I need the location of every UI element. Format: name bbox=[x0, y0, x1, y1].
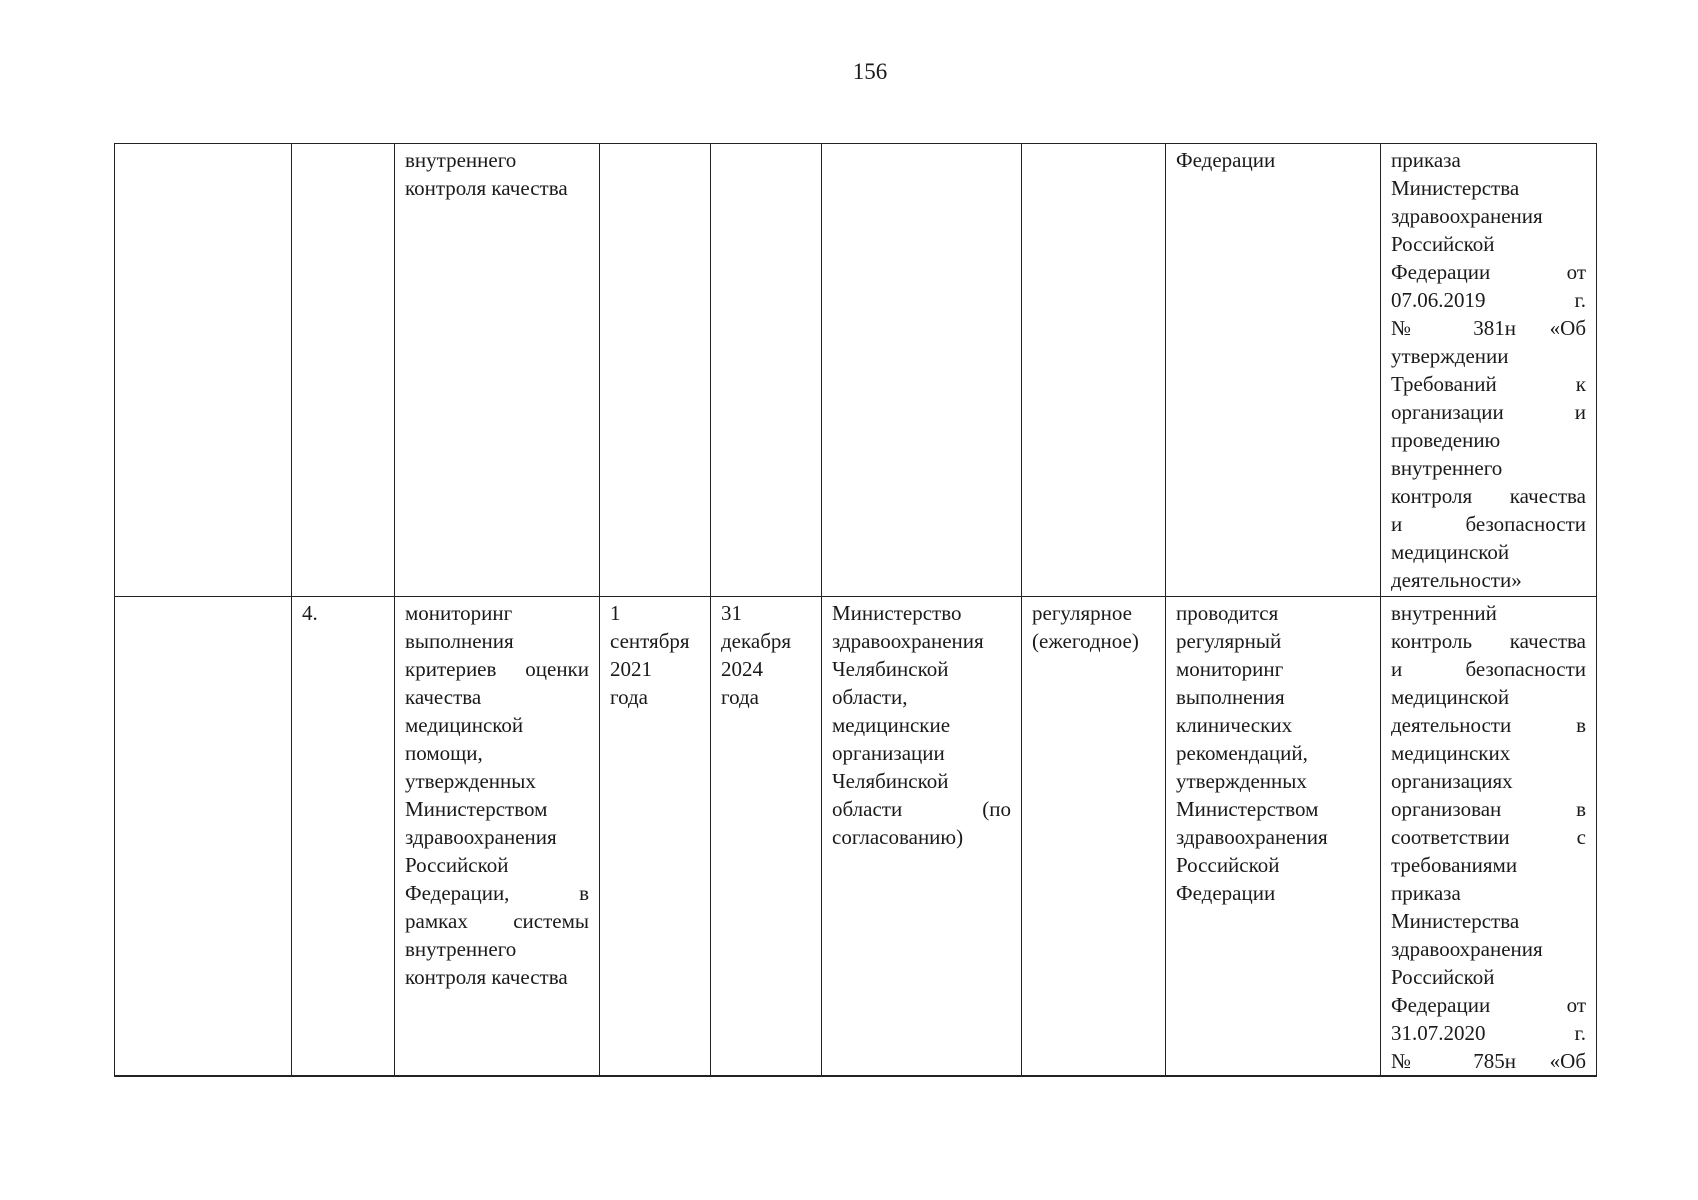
cell-line: клинических bbox=[1176, 713, 1293, 737]
cell-line: № 381н «Об bbox=[1391, 316, 1586, 340]
cell-line: соответствии с bbox=[1391, 825, 1586, 849]
cell-line: здравоохранения bbox=[1391, 204, 1543, 228]
cell-line: и безопасности bbox=[1391, 512, 1586, 536]
cell-line: Федерации bbox=[1176, 148, 1276, 172]
cell-line: медицинской bbox=[1391, 685, 1510, 709]
cell-line: контроль качества bbox=[1391, 629, 1586, 653]
cell-line: согласованию) bbox=[832, 825, 964, 849]
basis-cell bbox=[1381, 597, 1597, 1077]
cell-line: утверждении bbox=[1391, 344, 1509, 368]
cell-line: Федерации bbox=[1176, 881, 1276, 905]
cell-line: Министерство bbox=[832, 601, 962, 625]
cell-line: Российской bbox=[1391, 232, 1495, 256]
cell-line: выполнения bbox=[405, 629, 514, 653]
cell-line: и безопасности bbox=[1391, 657, 1586, 681]
cell-line: организован в bbox=[1391, 797, 1586, 821]
cell-line: качества bbox=[405, 685, 482, 709]
cell-line: здравоохранения bbox=[1391, 937, 1543, 961]
cell-line: 07.06.2019 г. bbox=[1391, 288, 1586, 312]
item-number-cell: 4. bbox=[292, 597, 395, 1077]
cell-line: контроля качества bbox=[405, 965, 568, 989]
start-date-cell bbox=[600, 597, 711, 1077]
cell-line: области (по bbox=[832, 797, 1011, 821]
cell-line: проводится bbox=[1176, 601, 1279, 625]
cell-line: Челябинской bbox=[832, 769, 949, 793]
row-index-cell bbox=[115, 597, 292, 1077]
basis-cell bbox=[1381, 144, 1597, 597]
page-number: 156 bbox=[852, 59, 888, 84]
cell-line: Российской bbox=[405, 853, 509, 877]
cell-line: сентября bbox=[610, 629, 690, 653]
cell-line: рекомендаций, bbox=[1176, 741, 1308, 765]
table-row bbox=[115, 144, 1597, 597]
measure-cell bbox=[395, 597, 600, 1077]
cell-line: приказа bbox=[1391, 148, 1461, 172]
item-number-cell bbox=[292, 144, 395, 597]
cell-line: критериев оценки bbox=[405, 657, 589, 681]
cell-line: Министерством bbox=[405, 797, 548, 821]
cell-line: регулярное bbox=[1032, 601, 1132, 625]
cell-line: 2021 bbox=[610, 657, 652, 681]
cell-line: Федерации от bbox=[1391, 260, 1586, 284]
cell-line: Федерации, в bbox=[405, 881, 589, 905]
type-cell bbox=[1022, 144, 1166, 597]
cell-line: (ежегодное) bbox=[1032, 629, 1139, 653]
cell-line: Федерации от bbox=[1391, 993, 1586, 1017]
cell-line: приказа bbox=[1391, 881, 1461, 905]
cell-line: выполнения bbox=[1176, 685, 1285, 709]
row-index-cell bbox=[115, 144, 292, 597]
cell-line: Российской bbox=[1391, 965, 1495, 989]
cell-line: организации bbox=[832, 741, 945, 765]
end-date-cell bbox=[711, 144, 822, 597]
cell-line: № 785н «Об bbox=[1391, 1049, 1586, 1073]
cell-line: помощи, bbox=[405, 741, 483, 765]
cell-line: внутреннего bbox=[405, 937, 517, 961]
cell-line: Министерства bbox=[1391, 909, 1520, 933]
cell-line: Российской bbox=[1176, 853, 1280, 877]
cell-line: внутреннего bbox=[1391, 456, 1503, 480]
cell-line: здравоохранения bbox=[1176, 825, 1328, 849]
cell-line: организациях bbox=[1391, 769, 1513, 793]
cell-line: Челябинской bbox=[832, 657, 949, 681]
cell-line: внутреннего bbox=[405, 148, 517, 172]
cell-line: организации и bbox=[1391, 400, 1586, 424]
cell-line: контроля качества bbox=[405, 176, 568, 200]
cell-line: здравоохранения bbox=[832, 629, 984, 653]
cell-line: 31.07.2020 г. bbox=[1391, 1021, 1586, 1045]
measures-table bbox=[114, 143, 1597, 1077]
cell-line: рамках системы bbox=[405, 909, 589, 933]
cell-line: года bbox=[721, 685, 759, 709]
cell-line: внутренний bbox=[1391, 601, 1497, 625]
executor-cell bbox=[822, 597, 1022, 1077]
cell-line: мониторинг bbox=[405, 601, 513, 625]
cell-line: медицинской bbox=[1391, 540, 1510, 564]
end-date-cell bbox=[711, 597, 822, 1077]
cell-line: здравоохранения bbox=[405, 825, 557, 849]
cell-line: утвержденных bbox=[1176, 769, 1307, 793]
cell-line: регулярный bbox=[1176, 629, 1282, 653]
result-cell bbox=[1166, 597, 1381, 1077]
measure-cell bbox=[395, 144, 600, 597]
cell-line: проведению bbox=[1391, 428, 1501, 452]
cell-line: деятельности в bbox=[1391, 713, 1586, 737]
cell-line: Требований к bbox=[1391, 372, 1586, 396]
cell-line: контроля качества bbox=[1391, 484, 1586, 508]
cell-line: декабря bbox=[721, 629, 792, 653]
result-cell bbox=[1166, 144, 1381, 597]
cell-line: медицинской bbox=[405, 713, 524, 737]
cell-line: утвержденных bbox=[405, 769, 536, 793]
cell-line: медицинские bbox=[832, 713, 951, 737]
cell-line: 2024 bbox=[721, 657, 763, 681]
cell-line: деятельности» bbox=[1391, 568, 1522, 592]
executor-cell bbox=[822, 144, 1022, 597]
cell-line: года bbox=[610, 685, 648, 709]
cell-line: Министерства bbox=[1391, 176, 1520, 200]
cell-line: области, bbox=[832, 685, 908, 709]
start-date-cell bbox=[600, 144, 711, 597]
cell-line: медицинских bbox=[1391, 741, 1511, 765]
cell-line: 31 bbox=[721, 601, 742, 625]
type-cell bbox=[1022, 597, 1166, 1077]
cell-line: 1 bbox=[610, 601, 621, 625]
cell-line: требованиями bbox=[1391, 853, 1518, 877]
cell-line: мониторинг bbox=[1176, 657, 1284, 681]
table-row bbox=[115, 597, 1597, 1077]
cell-line: Министерством bbox=[1176, 797, 1319, 821]
